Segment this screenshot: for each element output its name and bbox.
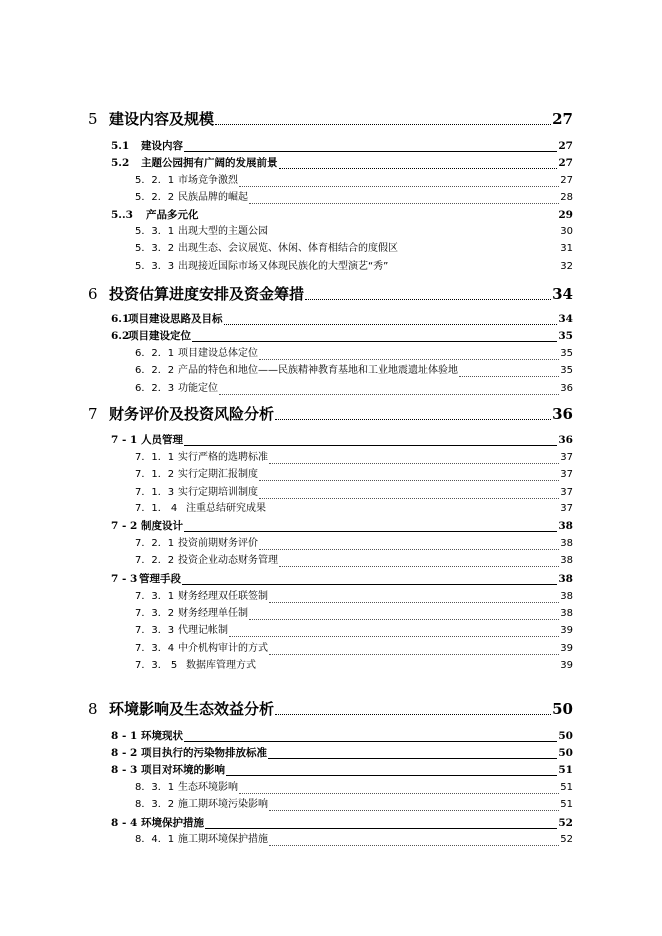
- toc-subsection-row[interactable]: [0, 831, 662, 849]
- toc-section-row[interactable]: [0, 310, 662, 328]
- toc-subsection-row[interactable]: [0, 172, 662, 190]
- toc-subsection-row[interactable]: [0, 380, 662, 398]
- toc-entry-title: 制度设计: [141, 520, 183, 532]
- toc-entry-number: 7 - 2: [111, 520, 138, 532]
- toc-section-row[interactable]: [0, 570, 662, 588]
- toc-leader-line: [184, 151, 557, 152]
- toc-entry-page: 38: [558, 573, 573, 585]
- toc-entry-title: 财务评价及投资风险分析: [109, 405, 275, 423]
- toc-subsection-row[interactable]: [0, 779, 662, 797]
- toc-subsection-row[interactable]: [0, 622, 662, 640]
- toc-entry-number: 8．4．1: [135, 834, 175, 845]
- toc-entry-number: 5．3．3: [135, 261, 175, 272]
- toc-entry-page: 52: [560, 834, 573, 845]
- toc-subsection-row[interactable]: [0, 657, 662, 675]
- toc-entry-number: 6．2．1: [135, 348, 175, 359]
- toc-leader-line: [259, 498, 559, 499]
- toc-entry-title: 投资企业动态财务管理: [178, 555, 278, 566]
- toc-chapter-row[interactable]: [0, 698, 662, 720]
- toc-entry-page: 39: [560, 625, 573, 636]
- toc-leader-line: [205, 828, 557, 829]
- toc-entry-title: 注重总结研究成果: [186, 503, 266, 514]
- toc-entry-title: 实行定期培训制度: [178, 487, 258, 498]
- toc-entry-number: 7．3．1: [135, 591, 175, 602]
- toc-subsection-row[interactable]: [0, 345, 662, 363]
- toc-entry-title: 项目建设总体定位: [178, 348, 258, 359]
- toc-leader-line: [269, 602, 559, 603]
- toc-entry-number: 8．3．2: [135, 799, 175, 810]
- toc-entry-page: 36: [552, 405, 573, 423]
- toc-leader-line: [215, 124, 551, 125]
- toc-entry-page: 51: [560, 799, 573, 810]
- toc-entry-title: 投资前期财务评价: [178, 538, 258, 549]
- toc-entry-page: 30: [560, 226, 573, 237]
- toc-entry-title: 环境现状: [141, 730, 183, 742]
- toc-leader-line: [192, 341, 557, 342]
- toc-subsection-row[interactable]: [0, 535, 662, 553]
- toc-leader-line: [269, 654, 559, 655]
- toc-leader-line: [219, 394, 559, 395]
- toc-entry-title: 人员管理: [141, 434, 183, 446]
- toc-entry-page: 38: [560, 591, 573, 602]
- toc-entry-title: 管理手段: [139, 573, 181, 585]
- toc-leader-line: [305, 299, 551, 300]
- toc-entry-number: 7．3．3: [135, 625, 175, 636]
- toc-entry-title: 实行严格的选聘标准: [178, 452, 268, 463]
- toc-entry-page: 37: [560, 469, 573, 480]
- toc-entry-title: 中介机构审计的方式: [178, 643, 268, 654]
- toc-subsection-row[interactable]: [0, 640, 662, 658]
- toc-entry-page: 27: [552, 110, 573, 128]
- toc-leader-line: [459, 376, 559, 377]
- toc-entry-page: 50: [558, 730, 573, 742]
- toc-entry-page: 50: [558, 747, 573, 759]
- toc-entry-number: 5.1: [111, 140, 130, 152]
- toc-subsection-row[interactable]: [0, 240, 662, 258]
- toc-leader-line: [184, 741, 557, 742]
- toc-leader-line: [275, 714, 551, 715]
- toc-chapter-row[interactable]: [0, 283, 662, 305]
- toc-leader-line: [224, 324, 557, 325]
- toc-entry-title: 主题公园拥有广阔的发展前景: [141, 157, 278, 169]
- toc-entry-title: 财务经理单任制: [178, 608, 248, 619]
- toc-entry-page: 32: [560, 261, 573, 272]
- toc-leader-line: [239, 793, 559, 794]
- toc-entry-title: 功能定位: [178, 383, 218, 394]
- toc-entry-title: 出现接近国际市场又体现民族化的大型演艺“秀”: [178, 261, 389, 272]
- toc-entry-title: 项目对环境的影响: [141, 764, 225, 776]
- toc-leader-line: [268, 758, 557, 759]
- toc-subsection-row[interactable]: [0, 258, 662, 276]
- toc-subsection-row[interactable]: [0, 449, 662, 467]
- toc-section-row[interactable]: [0, 814, 662, 832]
- toc-entry-number: 7 - 3: [111, 573, 138, 585]
- toc-entry-page: 36: [560, 383, 573, 394]
- toc-entry-number: 7．1．2: [135, 469, 175, 480]
- toc-entry-number: 5.2: [111, 157, 130, 169]
- toc-entry-title: 市场竞争激烈: [178, 175, 238, 186]
- toc-section-row[interactable]: [0, 137, 662, 155]
- toc-entry-page: 36: [558, 434, 573, 446]
- toc-entry-number: 8 - 3: [111, 764, 138, 776]
- toc-leader-line: [259, 549, 559, 550]
- toc-entry-title: 施工期环境污染影响: [178, 799, 268, 810]
- toc-entry-title: 环境影响及生态效益分析: [109, 700, 275, 718]
- toc-entry-title: 生态环境影响: [178, 782, 238, 793]
- toc-entry-page: 34: [558, 313, 573, 325]
- toc-entry-title: 项目建设定位: [128, 330, 191, 342]
- toc-entry-page: 51: [558, 764, 573, 776]
- toc-entry-page: 39: [560, 660, 573, 671]
- toc-entry-title: 施工期环境保护措施: [178, 834, 268, 845]
- toc-leader-line: [279, 566, 559, 567]
- toc-entry-page: 37: [560, 487, 573, 498]
- toc-subsection-row[interactable]: [0, 552, 662, 570]
- toc-entry-title: 代理记帐制: [178, 625, 228, 636]
- toc-entry-number: 6.2: [111, 330, 130, 342]
- toc-entry-number: 7．2．2: [135, 555, 175, 566]
- toc-entry-number: 7．1．3: [135, 487, 175, 498]
- toc-section-row[interactable]: [0, 431, 662, 449]
- toc-entry-title: 投资估算进度安排及资金筹措: [109, 285, 305, 303]
- toc-entry-page: 28: [560, 192, 573, 203]
- toc-entry-page: 35: [560, 348, 573, 359]
- toc-entry-page: 35: [560, 365, 573, 376]
- toc-entry-title: 产品多元化: [146, 209, 199, 221]
- toc-entry-title: 数据库管理方式: [186, 660, 256, 671]
- toc-leader-line: [275, 419, 551, 420]
- toc-section-row[interactable]: [0, 744, 662, 762]
- toc-entry-page: 51: [560, 782, 573, 793]
- toc-entry-title: 出现大型的主题公园: [178, 226, 268, 237]
- toc-entry-title: 实行定期汇报制度: [178, 469, 258, 480]
- toc-subsection-row[interactable]: [0, 362, 662, 380]
- toc-leader-line: [226, 775, 557, 776]
- toc-entry-number: 5: [88, 110, 98, 128]
- toc-entry-page: 38: [560, 538, 573, 549]
- toc-subsection-row[interactable]: [0, 605, 662, 623]
- toc-entry-number: 8 - 1: [111, 730, 138, 742]
- toc-entry-title: 财务经理双任联签制: [178, 591, 268, 602]
- toc-subsection-row[interactable]: [0, 500, 662, 518]
- toc-leader-line: [249, 203, 559, 204]
- toc-entry-number: 8 - 2: [111, 747, 138, 759]
- toc-entry-number: 5．3．2: [135, 243, 175, 254]
- toc-entry-page: 38: [560, 608, 573, 619]
- toc-leader-line: [259, 359, 559, 360]
- toc-section-row[interactable]: [0, 727, 662, 745]
- toc-subsection-row[interactable]: [0, 588, 662, 606]
- toc-entry-number: 8．3．1: [135, 782, 175, 793]
- toc-entry-number: 5..3: [111, 209, 133, 221]
- toc-entry-title: 出现生态、会议展览、休闲、体育相结合的度假区: [178, 243, 398, 254]
- toc-chapter-row[interactable]: [0, 108, 662, 130]
- toc-entry-page: 27: [560, 175, 573, 186]
- toc-leader-line: [229, 636, 559, 637]
- toc-leader-line: [184, 445, 557, 446]
- toc-entry-title: 项目执行的污染物排放标准: [141, 747, 267, 759]
- toc-leader-line: [269, 810, 559, 811]
- toc-entry-number: 5．2．1: [135, 175, 175, 186]
- toc-entry-title: 产品的特色和地位——民族精神教育基地和工业地震遗址体验地: [178, 365, 458, 376]
- toc-section-row[interactable]: [0, 154, 662, 172]
- toc-entry-page: 50: [552, 700, 573, 718]
- toc-entry-number: 7．3．2: [135, 608, 175, 619]
- toc-entry-number: 7．1． 4: [135, 503, 178, 514]
- toc-entry-title: 建设内容及规模: [109, 110, 215, 128]
- toc-entry-number: 7 - 1: [111, 434, 138, 446]
- toc-entry-page: 38: [558, 520, 573, 532]
- toc-subsection-row[interactable]: [0, 223, 662, 241]
- toc-subsection-row[interactable]: [0, 796, 662, 814]
- toc-section-row[interactable]: [0, 761, 662, 779]
- toc-entry-page: 52: [558, 817, 573, 829]
- toc-entry-number: 7．3． 5: [135, 660, 178, 671]
- toc-leader-line: [279, 168, 557, 169]
- toc-subsection-row[interactable]: [0, 466, 662, 484]
- toc-leader-line: [184, 531, 557, 532]
- toc-entry-number: 7．3．4: [135, 643, 175, 654]
- toc-entry-page: 34: [552, 285, 573, 303]
- toc-entry-number: 6.1: [111, 313, 130, 325]
- toc-entry-number: 5．2．2: [135, 192, 175, 203]
- toc-leader-line: [269, 845, 559, 846]
- toc-entry-number: 6: [88, 285, 98, 303]
- toc-entry-page: 39: [560, 643, 573, 654]
- toc-entry-page: 27: [558, 157, 573, 169]
- toc-section-row[interactable]: [0, 206, 662, 224]
- toc-leader-line: [259, 480, 559, 481]
- toc-entry-page: 27: [558, 140, 573, 152]
- toc-entry-page: 37: [560, 452, 573, 463]
- toc-entry-number: 8: [88, 700, 98, 718]
- toc-entry-title: 环境保护措施: [141, 817, 204, 829]
- toc-entry-number: 8 - 4: [111, 817, 138, 829]
- toc-entry-page: 31: [560, 243, 573, 254]
- toc-entry-number: 7．2．1: [135, 538, 175, 549]
- toc-leader-line: [269, 463, 559, 464]
- toc-section-row[interactable]: [0, 327, 662, 345]
- toc-entry-title: 项目建设思路及目标: [128, 313, 223, 325]
- toc-entry-number: 6．2．3: [135, 383, 175, 394]
- toc-entry-title: 建设内容: [141, 140, 183, 152]
- toc-chapter-row[interactable]: [0, 403, 662, 425]
- toc-entry-page: 37: [560, 503, 573, 514]
- toc-entry-number: 7: [88, 405, 98, 423]
- toc-leader-line: [182, 584, 557, 585]
- toc-entry-number: 7．1．1: [135, 452, 175, 463]
- toc-section-row[interactable]: [0, 517, 662, 535]
- toc-entry-page: 29: [558, 209, 573, 221]
- toc-leader-line: [239, 186, 559, 187]
- toc-entry-number: 5．3．1: [135, 226, 175, 237]
- toc-entry-title: 民族品牌的崛起: [178, 192, 248, 203]
- toc-subsection-row[interactable]: [0, 189, 662, 207]
- toc-entry-page: 38: [560, 555, 573, 566]
- toc-entry-page: 35: [558, 330, 573, 342]
- toc-entry-number: 6．2．2: [135, 365, 175, 376]
- toc-leader-line: [249, 619, 559, 620]
